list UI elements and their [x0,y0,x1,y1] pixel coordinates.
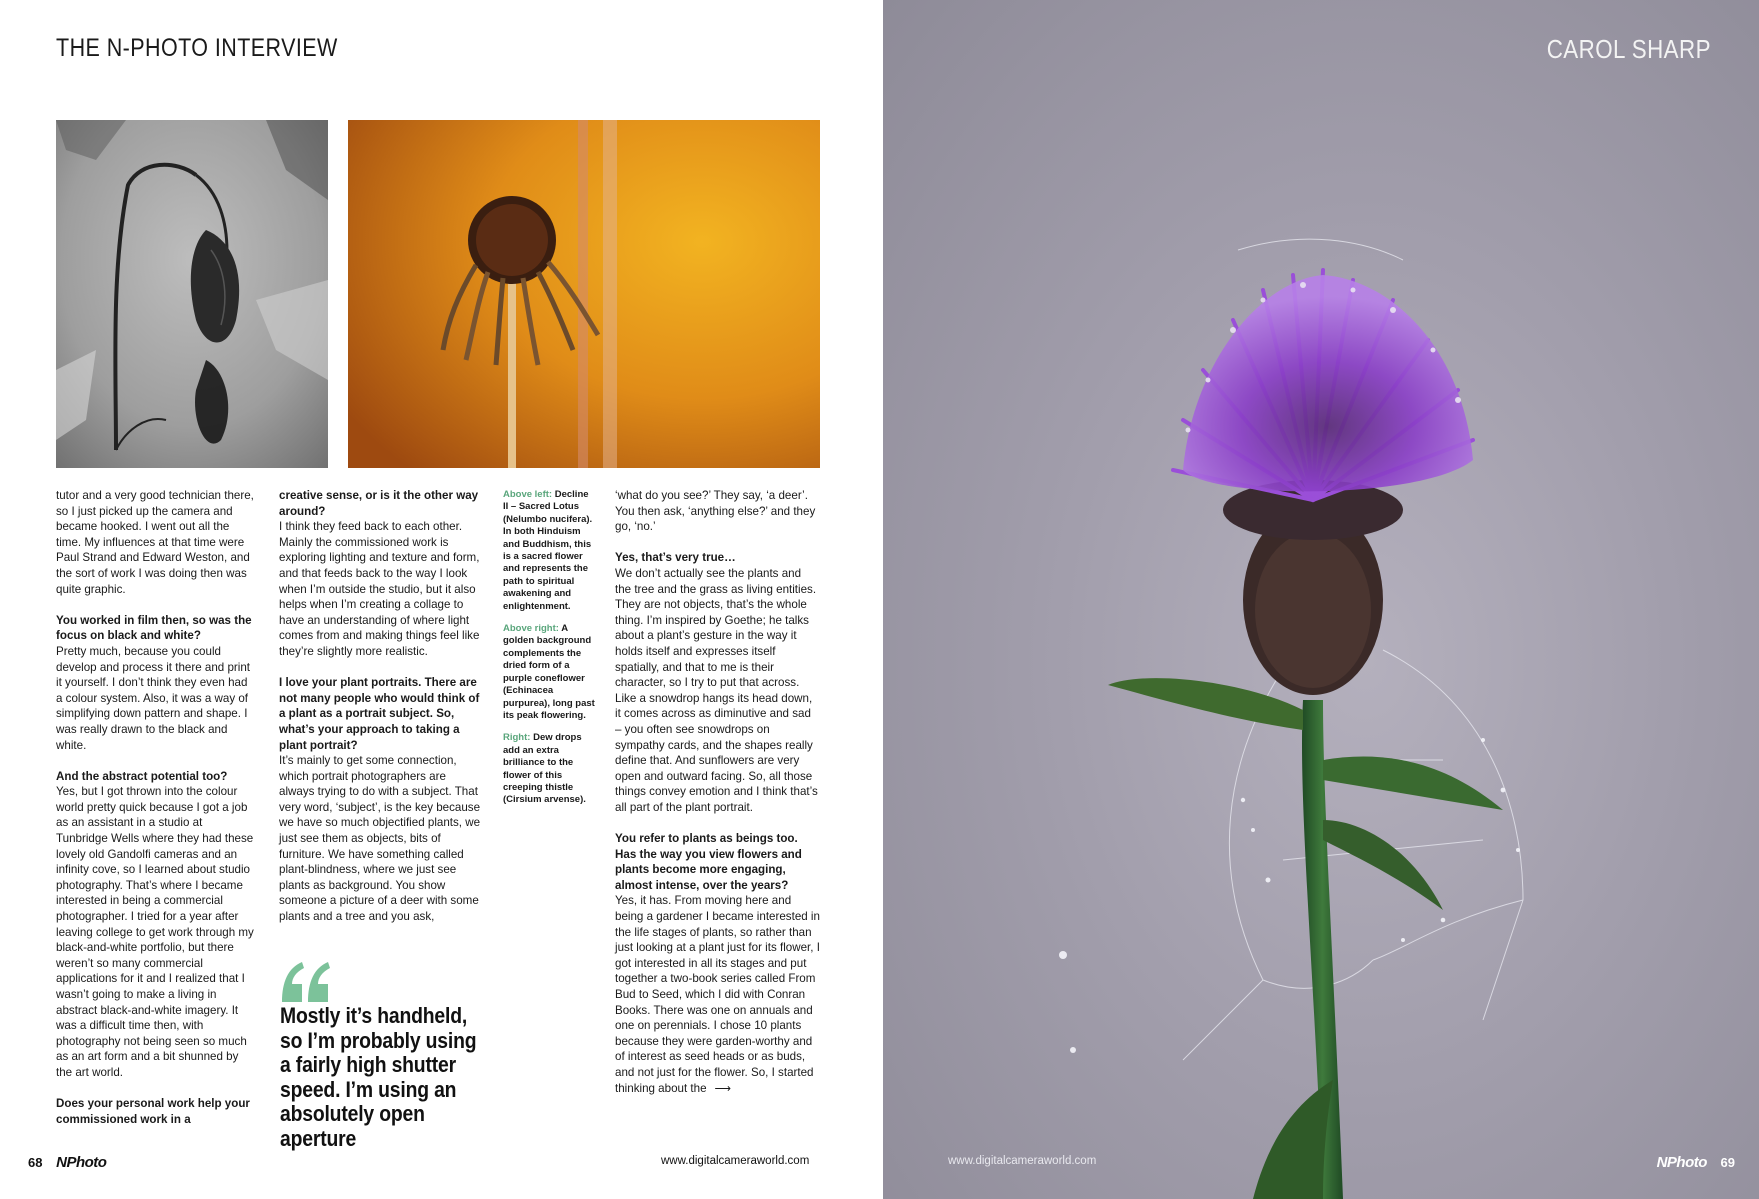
text-column-3 [615,488,820,1112]
photo-sacred-lotus [56,120,328,468]
col1-para-3: And the abstract potential too? Yes, but I got thrown into the colour world pretty quick because I got a job as an assistant in a studio at Tunbridge Wells where they had these lovely old Gandolfi cameras and an infinity cove, so I learned about studio photography. That’s where I became interested in being a commercial photographer. I tried for a year after leaving college to get work through my black-and-white portfolio, but there weren’t so many commercial applications for it and I realized that I wasn’t going to make a living in abstract black-and-white imagery. It was a difficult time then, with photography not being seen so much as an art form and a bit shunned by the art world. [56,769,254,1079]
col3-para-1: ‘what do you see?’ They say, ‘a deer’. You then ask, ‘anything else?’ and they go, ‘no.’ [615,489,816,534]
col2-para-2: I love your plant portraits. There are not many people who would think of a plant as a portrait subject. So, what’s your approach to taking a plant portrait? It’s mainly to get some connection, which portrait photographers are always trying to do with a subject. That very word, ‘subject’, is the key because we have so much objectified plants, we just see them as objects, bits of furniture. We have something called plant-blindness, where we just see plants as background. You show someone a picture of a deer with some plants and a tree and you ask, [279,676,481,924]
right-folio [1657,1154,1735,1171]
photo-coneflower [348,120,820,468]
section-title: THE N-PHOTO INTERVIEW [56,34,338,62]
col2-para-1: creative sense, or is it the other way around? I think they feed back to each other. Mainly the commissioned work is exploring lighting and texture and form, and that feeds back to the way I look when I’m outside the studio, but it also helps when I’m creating a collage to have an understanding of where light comes from and making things feel like they’re slightly more realistic. [279,489,480,658]
col3-para-3: You refer to plants as beings too. Has the way you view flowers and plants become more engaging, almost intense, over the years? Yes, it has. From moving here and being a gardener I became interested in the life stages of plants, so rather than just looking at a plant just for its flower, I got interested in all its stages and put together a two-book series called From Bud to Seed, which I did with Conran Books. There was one on annuals and one on perennials. I chose 10 plants because they were garden-worthy and of interest as seed heads or as buds, and not just for the flower. So, I started thinking about the ⟶ [615,832,820,1095]
photographer-name: CAROL SHARP [1546,34,1711,64]
col1-para-4: Does your personal work help your commissioned work in a [56,1097,250,1126]
footer-url-left[interactable]: www.digitalcameraworld.com [661,1155,810,1167]
photo-thistle [883,0,1759,1199]
text-column-1 [56,488,256,1143]
photo-captions [503,489,595,817]
caption-above-right: Above right: A golden background complements the dried form of a purple coneflower (Echinacea purpurea), long past its peak flowering. [503,623,595,721]
page-number: 68 [28,1155,43,1170]
col3-para-2: Yes, that’s very true… We don’t actually see the plants and the tree and the grass as living entities. They are not objects, that’s the whole thing. I’m inspired by Goethe; he talks about a plant’s gesture in the way it holds itself and expresses itself spatially, and that to me is their character, so I try to put that across. Like a snowdrop hangs its head down, it comes across as diminutive and sad – you often see snowdrops on sympathy cards, and the shapes really define that. And sunflowers are very open and outward facing. So, all those things convey emotion and I think that’s all part of the plant portrait. [615,551,818,814]
pull-quote: Mostly it’s handheld, so I’m probably using a fairly high shutter speed. I’m using an absolutely open aperture [280,1003,477,1151]
footer-url-right[interactable]: www.digitalcameraworld.com [948,1155,1097,1167]
continue-arrow-icon: ⟶ [714,1081,732,1095]
nphoto-logo-right: NPhoto [1656,1154,1707,1171]
caption-right: Right: Dew drops add an extra brilliance to the flower of this creeping thistle (Cirsium arvense). [503,732,586,806]
quote-mark-icon [278,958,332,1004]
left-folio [28,1154,106,1171]
caption-above-left: Above left: Decline II – Sacred Lotus (Nelumbo nucifera). In both Hinduism and Buddhism, this is a sacred flower and represents the path to spiritual awakening and enlightenment. [503,489,593,612]
col1-para-1: tutor and a very good technician there, so I just picked up the camera and became hooked. I went out all the time. My influences at that time were Paul Strand and Edward Weston, and the sort of work I was doing then was quite graphic. [56,489,254,596]
right-page [883,0,1759,1199]
page-number-right: 69 [1720,1155,1735,1170]
col1-para-2: You worked in film then, so was the focus on black and white? Pretty much, because you could develop and process it there and print it yourself. I don’t think they even had a colour system. Also, it was a way of simplifying down pattern and shape. I was really drawn to the black and white. [56,613,252,752]
nphoto-logo: NPhoto [56,1154,107,1171]
text-column-2 [279,488,484,940]
